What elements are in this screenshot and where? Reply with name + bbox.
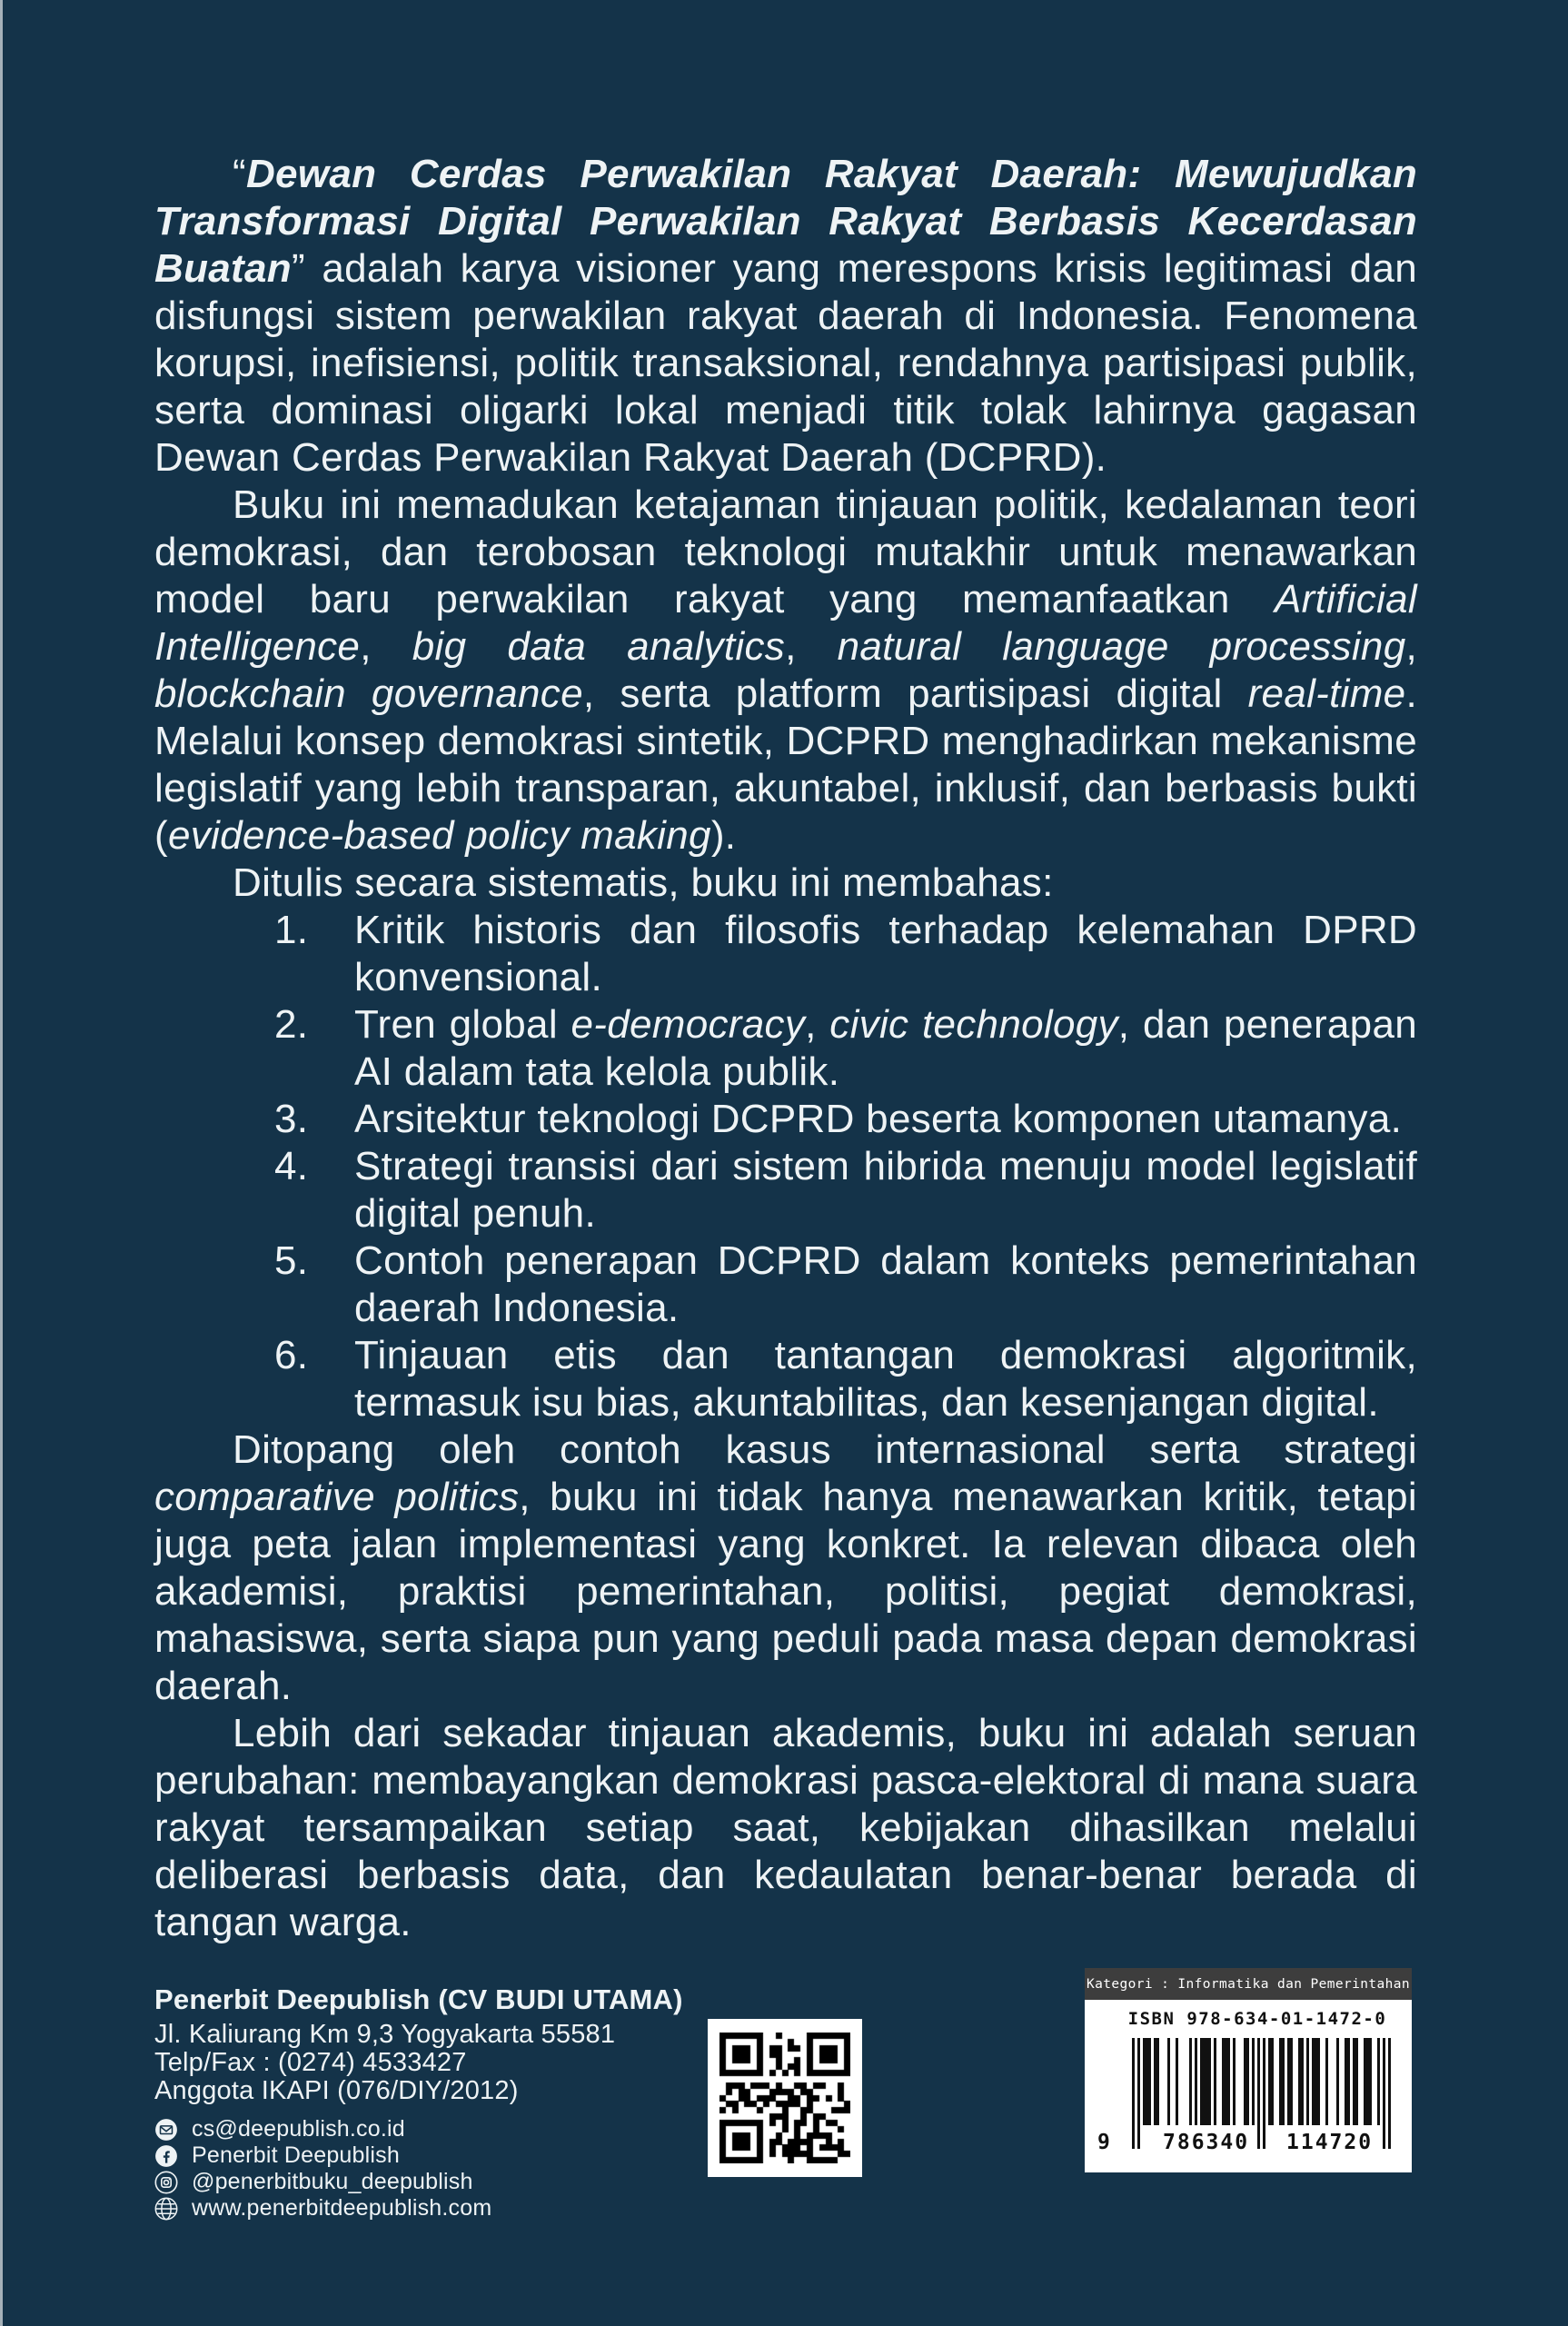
synopsis-paragraph-title: “Dewan Cerdas Perwakilan Rakyat Daerah: Mewujudkan Transformasi Digital Perwakilan Rakyat Berbasis Kecerdasan Buatan” adalah karya visioner yang merespons krisis legitimasi dan disfungsi sistem perwakilan rakyat daerah di Indonesia. Fenomena korupsi, inefisiensi, politik transaksional, rendahnya partisipasi publik, serta dominasi oligarki lokal menjadi titik tolak lahirnya gagasan Dewan Cerdas Perwakilan Rakyat Daerah (DCPRD). (154, 152, 1417, 480)
topics-list (154, 907, 1417, 1426)
list-item (154, 907, 1417, 1001)
list-item (154, 1332, 1417, 1426)
synopsis-paragraph-closing: Lebih dari sekadar tinjauan akademis, buku ini adalah seruan perubahan: membayangkan demokrasi pasca-elektoral di mana suara rakyat tersampaikan setiap saat, kebijakan dihasilkan melalui deliberasi berbasis data, dan kedaulatan benar-benar berada di tangan warga. (154, 1711, 1417, 1944)
email-icon (154, 2118, 178, 2142)
synopsis (154, 151, 1417, 1946)
publisher-website: www.penerbitdeepublish.com (192, 2195, 492, 2221)
publisher-phone: Telp/Fax : (0274) 4533427 (154, 2048, 467, 2077)
publisher-email: cs@deepublish.co.id (192, 2116, 405, 2142)
publisher-name: Penerbit Deepublish (CV BUDI UTAMA) (154, 1983, 683, 2015)
list-item-text: Kritik historis dan filosofis terhadap kelemahan DPRD konvensional. (354, 908, 1417, 999)
publisher-facebook: Penerbit Deepublish (192, 2142, 400, 2168)
facebook-icon (154, 2144, 178, 2168)
publisher-website-row (154, 2195, 700, 2222)
barcode-box (1085, 2000, 1412, 2172)
publisher-info (154, 1984, 700, 2222)
synopsis-paragraph-overview: Buku ini memadukan ketajaman tinjauan politik, kedalaman teori demokrasi, dan terobosan teknologi mutakhir untuk menawarkan model baru perwakilan rakyat yang memanfaatkan Artificial Intelligence, big data analytics, natural language processing, blockchain governance, serta platform partisipasi digital real-time. Melalui konsep demokrasi sintetik, DCPRD menghadirkan mekanisme legislatif yang lebih transparan, akuntabel, inklusif, dan berbasis bukti (evidence-based policy making). (154, 482, 1417, 858)
list-item (154, 1238, 1417, 1332)
list-item-number: 2. (274, 1002, 309, 1047)
publisher-address: Jl. Kaliurang Km 9,3 Yogyakarta 55581 (154, 2020, 616, 2049)
instagram-icon (154, 2171, 178, 2194)
barcode-digit-group: 9 (1097, 2131, 1112, 2154)
list-item-text: Contoh penerapan DCPRD dalam konteks pemerintahan daerah Indonesia. (354, 1238, 1417, 1330)
barcode-digit-group: 786340 (1163, 2131, 1250, 2154)
list-item-text: Tren global e-democracy, civic technology, dan penerapan AI dalam tata kelola publik. (354, 1002, 1417, 1094)
list-item (154, 1001, 1417, 1096)
qr-code-pattern (719, 2033, 850, 2163)
list-item-text: Strategi transisi dari sistem hibrida menuju model legislatif digital penuh. (354, 1144, 1417, 1236)
list-item-number: 5. (274, 1238, 309, 1283)
publisher-facebook-row (154, 2142, 700, 2169)
isbn-number: ISBN 978-634-01-1472-0 (1127, 2009, 1387, 2029)
list-item (154, 1143, 1417, 1238)
list-item-number: 6. (274, 1333, 309, 1377)
list-item (154, 1096, 1417, 1143)
publisher-email-row (154, 2116, 700, 2142)
isbn-block (1085, 1968, 1412, 2172)
list-item-text: Arsitektur teknologi DCPRD beserta komponen utamanya. (354, 1097, 1403, 1141)
publisher-socials (154, 2116, 700, 2222)
synopsis-paragraph-audience: Ditopang oleh contoh kasus internasional serta strategi comparative politics, buku ini tidak hanya menawarkan kritik, tetapi juga peta jalan implementasi yang konkret. Ia relevan dibaca oleh akademisi, praktisi pemerintahan, politisi, pegiat demokrasi, mahasiswa, serta siapa pun yang peduli pada masa depan demokrasi daerah. (154, 1427, 1417, 1708)
publisher-membership: Anggota IKAPI (076/DIY/2012) (154, 2076, 519, 2105)
list-item-text: Tinjauan etis dan tantangan demokrasi algoritmik, termasuk isu bias, akuntabilitas, dan kesenjangan digital. (354, 1333, 1417, 1425)
category-banner: Kategori : Informatika dan Pemerintahan (1085, 1968, 1412, 2000)
globe-icon (154, 2197, 178, 2221)
list-item-number: 3. (274, 1097, 309, 1141)
qr-code (708, 2019, 862, 2177)
synopsis-list-intro: Ditulis secara sistematis, buku ini membahas: (233, 860, 1054, 905)
publisher-instagram-row (154, 2169, 700, 2195)
list-item-number: 4. (274, 1144, 309, 1188)
list-item-number: 1. (274, 908, 309, 952)
publisher-instagram: @penerbitbuku_deepublish (192, 2169, 473, 2194)
page-edge-strip (0, 0, 3, 2326)
barcode-digit-group: 114720 (1286, 2131, 1374, 2154)
